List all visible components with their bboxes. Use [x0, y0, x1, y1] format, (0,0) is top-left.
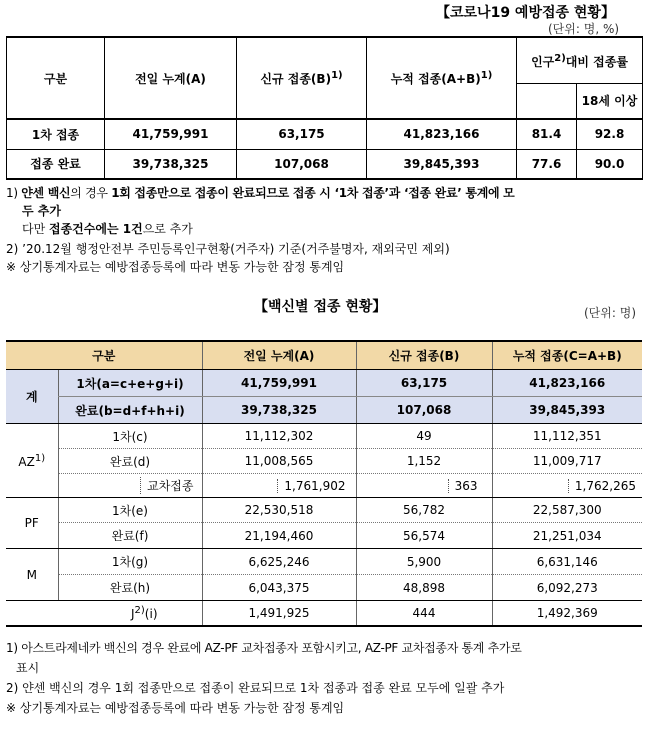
- footnotes-1: 1) 얀센 백신의 경우 1회 접종만으로 접종이 완료되므로 접종 시 ‘1차 접종’과 ‘접종 완료’ 통계에 모 두 추가 다만 접종건수에는 1건으로 추가 2) ’20.12월 행정안전부 주민등록인구현황(거주자) 기준(거주불명자, 재외국민 제외) ※ 상기통계자료는 예방접종등록에 따라 변동 가능한 잠정 통계임: [6, 186, 515, 274]
- table-row: PF 1차(e) 22,530,518 56,782 22,587,300: [6, 498, 642, 523]
- header-cum: 누적 접종$(A+B)^{1)}$: [367, 37, 517, 119]
- vaccine-az-label: AZ$^{1)}$: [6, 424, 58, 498]
- table-row: 완료(f) 21,194,460 56,574 21,251,034: [6, 523, 642, 549]
- unit-label: (단위: 명, %): [548, 22, 620, 36]
- table-row: 완료(d) 11,008,565 1,152 11,009,717: [6, 449, 642, 474]
- table-row: AZ$^{1)}$ 1차(c) 11,112,302 49 11,112,351: [6, 424, 642, 449]
- table-row: 교차접종 1,761,902 363 1,762,265: [6, 474, 642, 498]
- table-row: $J^{2)}(i)$ 1,491,925 444 1,492,369: [6, 601, 642, 626]
- table-row: 1차 접종 41,759,991 63,175 41,823,166 81.4 92.8: [7, 119, 643, 149]
- header-new: 신규 접종$(B)^{1)}$: [237, 37, 367, 119]
- header-ratio: 인구$^{2)}$대비 접종률: [517, 37, 643, 83]
- table-header-row: 구분 전일 누계(A) 신규 접종(B) 누적 접종(C=A+B): [6, 341, 642, 370]
- footnotes-2: 1) 아스트라제네카 백신의 경우 완료에 AZ-PF 교차접종자 포함시키고, AZ-PF 교차접종자 통계 추가로 표시 2) 얀센 백신의 경우 1회 접종만으로 접종이 완료되므로 1차 접종과 접종 완료 모두에 일괄 추가 ※ 상기통계자료는 예방접종등록에 따라 변동 가능한 잠정 통계임: [6, 641, 522, 715]
- vaccination-summary-table: [6, 36, 643, 180]
- table-row: 접종 완료 39,738,325 107,068 39,845,393 77.6 90.0: [7, 149, 643, 179]
- table-row: 계 1차(a=c+e+g+i) 41,759,991 63,175 41,823,166: [6, 370, 642, 397]
- table-row: 완료(b=d+f+h+i) 39,738,325 107,068 39,845,393: [6, 397, 642, 424]
- section-title: 【백신별 접종 현황】: [254, 299, 387, 315]
- header-category: 구분: [7, 37, 105, 119]
- header-over18: 18세 이상: [577, 83, 643, 119]
- header-prev-total: 전일 누계(A): [105, 37, 237, 119]
- table-row: 완료(h) 6,043,375 48,898 6,092,273: [6, 575, 642, 601]
- unit-label-2: (단위: 명): [584, 306, 636, 320]
- vaccine-breakdown-table: [6, 340, 642, 627]
- table-row: M 1차(g) 6,625,246 5,900 6,631,146: [6, 549, 642, 575]
- page-title: 【코로나19 예방접종 현황】: [436, 5, 615, 21]
- vaccine-j-label: $J^{2)}(i)$: [6, 601, 202, 626]
